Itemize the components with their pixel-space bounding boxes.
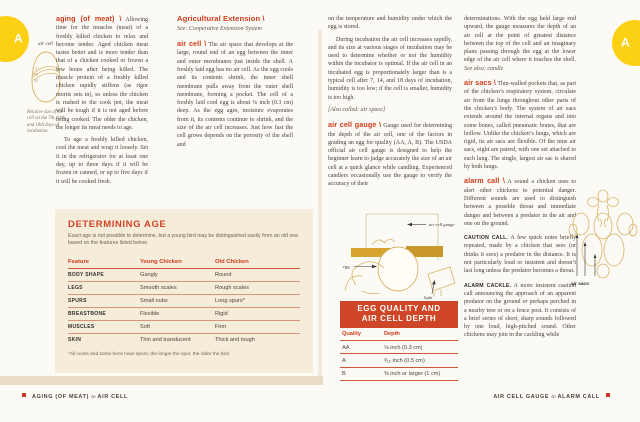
label-air-cell-gauge: air cell gauge <box>429 222 455 227</box>
arrow-air-sac-2 <box>584 242 587 246</box>
egg-shape <box>378 247 418 291</box>
cell-young: Small nubs <box>140 298 168 305</box>
cell-young: Gangly <box>140 272 158 279</box>
arrow-to-light <box>432 280 436 285</box>
air-sacs-illustration <box>566 188 640 292</box>
col-header-depth: Depth <box>384 331 400 338</box>
col-header-feature: Feature <box>68 259 89 266</box>
alarm-cackle-text: A more insistent caution call announcing the approach of an apparent predator on the ground or perhaps perched in a nearby tree or on a fence post. It consists of a brief series of short, sharp sounds followed by one loud, high-pitched sound. Other chickens may join in the cackling while <box>464 282 577 339</box>
cell-quality: A <box>342 357 346 364</box>
cell-feature: LEGS <box>68 285 83 292</box>
entry-aging-text: Allowing time for the muscles (meat) of a freshly killed chicken to relax and become tender. Aged chicken meat tastes better and is more tender than that of a chicken cooked or frozen a few hours after being killed. The muscle protein of a freshly killed chicken rapidly stiffens (as rigor mortis sets in), so unless the chicken is rushed to the cook pot, the meat will be tough if it is not aged before being cooked. The older the chicken, the longer its meat needs to age. <box>56 17 149 131</box>
alpha-tab-letter: A <box>14 31 23 46</box>
entry-agext-crossref: See: Cooperative Extension System <box>177 25 262 32</box>
subentry-caution-call <box>464 234 576 275</box>
alpha-tab-right <box>612 20 640 66</box>
day-label-7: 7 <box>35 67 37 71</box>
cell-depth: ³⁄₁₆ inch (0.5 cm) <box>384 357 425 364</box>
cell-feature: MUSCLES <box>68 324 95 331</box>
cell-young: Flexible <box>140 311 160 318</box>
arrow-to-gauge <box>407 223 412 226</box>
alpha-tab-left <box>0 16 29 62</box>
table-row <box>68 282 300 295</box>
determining-age-title: DETERMINING AGE <box>68 219 167 230</box>
cell-young: Thin and translucent <box>140 337 191 344</box>
table-header-row <box>68 256 300 269</box>
table-row <box>68 321 300 334</box>
entry-air-cell-headword: air cell \ <box>177 39 207 49</box>
col-header-quality: Quality <box>342 331 361 338</box>
footer-to-word: to <box>551 394 556 400</box>
day-label-18: 18 <box>34 79 38 83</box>
cell-feature: SPURS <box>68 298 87 305</box>
egg-figure-label: air cell <box>38 41 53 47</box>
entry-alarm-call <box>464 177 576 228</box>
air-cell-continued-para1: on the temperature and humidity under which the egg is stored. <box>328 16 452 31</box>
footer-from: AIR CELL GAUGE <box>493 394 550 400</box>
table-row <box>68 269 300 282</box>
table-header-row <box>340 328 458 341</box>
cell-depth: ⅛ inch (0.3 cm) <box>384 344 423 351</box>
col-header-old: Old Chicken <box>215 259 249 266</box>
entry-air-cell-text: The air space that develops at the large, round end of an egg between the inner and outer membranes just inside the shell. A freshly laid egg has no air cell. As the egg cools and its contents shrink, the inner shell membrane pulls away from the outer shell membrane, forming a pocket. The cell of a freshly laid cool egg is about ⅛ inch (0.3 cm) deep. As the egg ages, moisture evaporates from it, its contents continue to shrink, and the size of the air cell increases. Just how fast the cell grows depends on the porosity of the shell and <box>177 42 293 148</box>
footer-from: AGING (OF MEAT) <box>32 394 90 400</box>
cell-old: Rough scales <box>215 285 249 292</box>
table-row <box>340 341 458 354</box>
entry-alarm-call-text: A sound a chicken uses to alert other chickens to potential danger. Different sounds are used to distinguish between a possible threat and immediate danger and between a predator in the air and one on the ground. <box>464 179 577 227</box>
col-header-young: Young Chicken <box>140 259 182 266</box>
entry-air-cell <box>177 40 293 149</box>
see-also-candle: See also: candle <box>464 65 504 72</box>
table-row <box>340 368 458 381</box>
candling-illustration <box>336 211 470 301</box>
entry-alarm-call-headword: alarm call \ <box>464 176 505 186</box>
egg-quality-title <box>340 301 458 328</box>
entry-air-sacs-text: Thin-walled pockets that, as part of the chicken’s respiratory system, circulate air from the lungs throughout other parts of the chicken’s body. The system of air sacs extends around the internal organs and into some bones, called pneumatic bones, that are hollow. Unlike the chicken’s lungs, which are rigid, its air sacs are flexible. Of the nine air sacs, eight are paired, with one set attached to each lung. The single, largest air sac is shared by both lungs. <box>464 81 576 171</box>
determining-age-footnote: *All cocks and some hens have spurs; the longer the spur, the older the bird. <box>68 351 231 357</box>
alarm-cackle-label: ALARM CACKLE. <box>464 282 512 289</box>
day-label-14: 14 <box>34 73 38 77</box>
cell-feature: BREASTBONE <box>68 311 107 318</box>
cell-old: Rigid <box>215 311 228 318</box>
egg-quality-table <box>340 301 458 381</box>
determining-age-panel <box>55 209 313 373</box>
table-row <box>68 334 300 346</box>
page-bottom-edge <box>0 376 323 385</box>
cell-old: Firm <box>215 324 227 331</box>
arrow-to-egg <box>372 265 377 268</box>
entry-air-sacs <box>464 79 576 171</box>
cell-old: Round <box>215 272 232 279</box>
air-cell-gauge-continued <box>464 15 576 73</box>
label-egg: egg <box>343 264 350 269</box>
label-air-sacs: air sacs <box>571 282 589 287</box>
table-row <box>68 308 300 321</box>
determining-age-intro: Exact age is not possible to determine, but a young bird may be distinguished easily from an old one based on the features listed below. <box>68 233 299 246</box>
entry-air-sacs-headword: air sacs \ <box>464 78 496 88</box>
caution-call-text: A few quick notes briefly repeated, made by a chicken that sees (or thinks it sees) a predator in the distance. It is not particularly loud or insistent and doesn’t last long unless the predator becomes a threat. <box>464 235 576 275</box>
entry-agricultural-extension <box>177 15 293 33</box>
subentry-alarm-cackle <box>464 282 576 340</box>
alpha-tab-letter: A <box>621 35 630 50</box>
cell-old: Long spurs* <box>215 298 245 305</box>
running-footer-right <box>420 393 610 400</box>
egg-quality-title-line2: AIR CELL DEPTH <box>361 314 437 323</box>
footer-to: ALARM CALL <box>557 394 600 400</box>
entry-air-cell-gauge <box>328 121 452 188</box>
cell-quality: AA <box>342 344 350 351</box>
egg-quality-title-line1: EGG QUALITY AND <box>357 304 441 313</box>
column-2 <box>177 15 293 153</box>
column-3 <box>328 15 452 193</box>
cell-depth: ⅜ inch or larger (1 cm) <box>384 370 441 377</box>
egg-figure-caption: Relative size of air cell on the 7th, 14th, and 18th days of incubation. <box>27 110 67 135</box>
cell-quality: B <box>342 370 346 377</box>
footer-square-icon <box>606 393 610 397</box>
entry-aging-para2: To age a freshly killed chicken, cool the meat and wrap it loosely. Set it in the refrigerator for at least one day, up to three days if it will be frozen or canned, or up to five days if it will be cooked fresh. <box>56 137 148 185</box>
running-footer-left <box>22 393 128 400</box>
entry-aging-headword: aging (of meat) \ <box>56 14 122 23</box>
table-row <box>68 295 300 308</box>
label-light: light <box>424 295 433 300</box>
cell-feature: SKIN <box>68 337 82 344</box>
page-gutter <box>318 30 322 380</box>
air-cell-gauge-continued-text: determinations. With the egg held large end upward, the gauge measures the depth of an air cell at the point of greatest distance between the top of the cell and an imaginary plane passing through the egg at the lower edge of the air cell where it touches the shell. <box>464 16 576 64</box>
arrow-air-sac-3 <box>594 254 597 258</box>
cell-young: Smooth scales <box>140 285 177 292</box>
air-cell-continued-para2: During incubation the air cell increases rapidly, and its size at various stages of incubation may be used to determine whether or not the humidity within the incubator is optimal. If the air cell in an incubated egg is proportionately larger than is a typical cell after 7, 14, and 18 days of incubation, humidity is too low; if the cell is smaller, humidity is too high. <box>328 36 452 101</box>
footer-to-word: to <box>91 394 96 400</box>
cell-young: Soft <box>140 324 150 331</box>
caution-call-label: CAUTION CALL. <box>464 235 509 242</box>
air-cell-also-called: [Also called: air space] <box>328 106 386 113</box>
footer-square-icon <box>22 393 26 397</box>
entry-air-cell-gauge-headword: air cell gauge \ <box>328 120 382 130</box>
cell-old: Thick and tough <box>215 337 255 344</box>
entry-air-cell-gauge-text: Gauge used for determining the depth of the air cell, one of the factors in grading an egg for quality (AA, A, B). The USDA official air cell gauge is designed to help the beginner learn to judge accurately the size of an air cell at a quick glance while candling. Experienced candlers occasionally use the gauge to verify the accuracy of their <box>328 123 452 188</box>
footer-to: AIR CELL <box>97 394 128 400</box>
column-1 <box>56 15 148 190</box>
cell-feature: BODY SHAPE <box>68 272 104 279</box>
entry-agext-headword: Agricultural Extension \ <box>177 14 265 23</box>
table-row <box>340 354 458 367</box>
column-4 <box>464 15 576 344</box>
entry-aging <box>56 15 148 132</box>
